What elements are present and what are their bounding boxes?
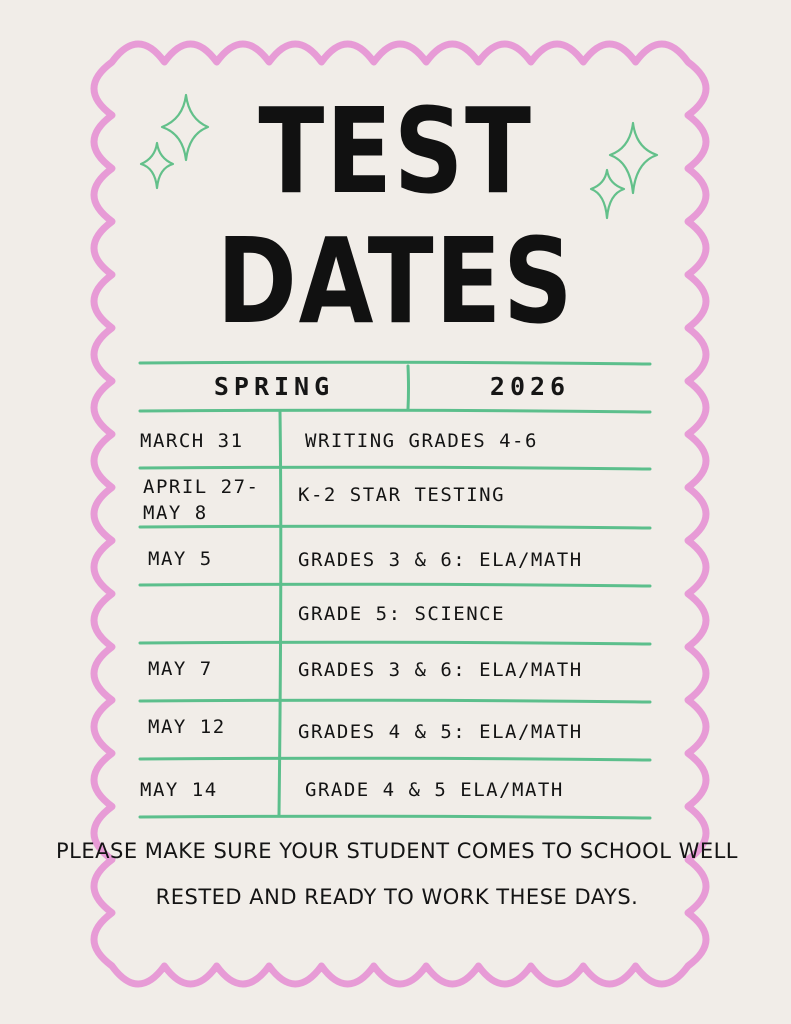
table-rule [140,362,650,364]
table-rule [140,584,650,586]
table-header-year: 2026 [489,372,571,401]
table-rule [140,642,650,644]
row-event: GRADES 3 & 6: ELA/MATH [298,659,583,681]
table-header-season: SPRING [213,372,335,401]
page-title-line-2: DATES [216,212,575,350]
row-date: MAY 12 [148,716,226,738]
page-title-line-1: TEST [258,82,533,220]
column-divider [279,412,281,815]
row-event: GRADE 4 & 5 ELA/MATH [305,779,564,801]
table-rule [140,467,650,469]
row-event: K-2 STAR TESTING [298,484,506,506]
row-event: WRITING GRADES 4-6 [305,430,538,452]
row-date: MAY 14 [140,779,218,801]
row-date: APRIL 27- MAY 8 [143,476,260,524]
table-rule [140,758,650,760]
row-date: MAY 5 [148,548,213,570]
row-event: GRADE 5: SCIENCE [298,603,506,625]
header-divider [408,366,409,409]
table-rule [140,700,650,702]
row-event: GRADES 3 & 6: ELA/MATH [298,549,583,571]
table-rule [140,410,650,412]
table-rule [140,526,650,528]
row-event: GRADES 4 & 5: ELA/MATH [298,721,583,743]
row-date: MARCH 31 [140,430,244,452]
reminder-note: PLEASE MAKE SURE YOUR STUDENT COMES TO SCHOOL WELL RESTED AND READY TO WORK THESE DAYS. [56,839,738,909]
row-date: MAY 7 [148,658,213,680]
table-rule [140,816,650,818]
